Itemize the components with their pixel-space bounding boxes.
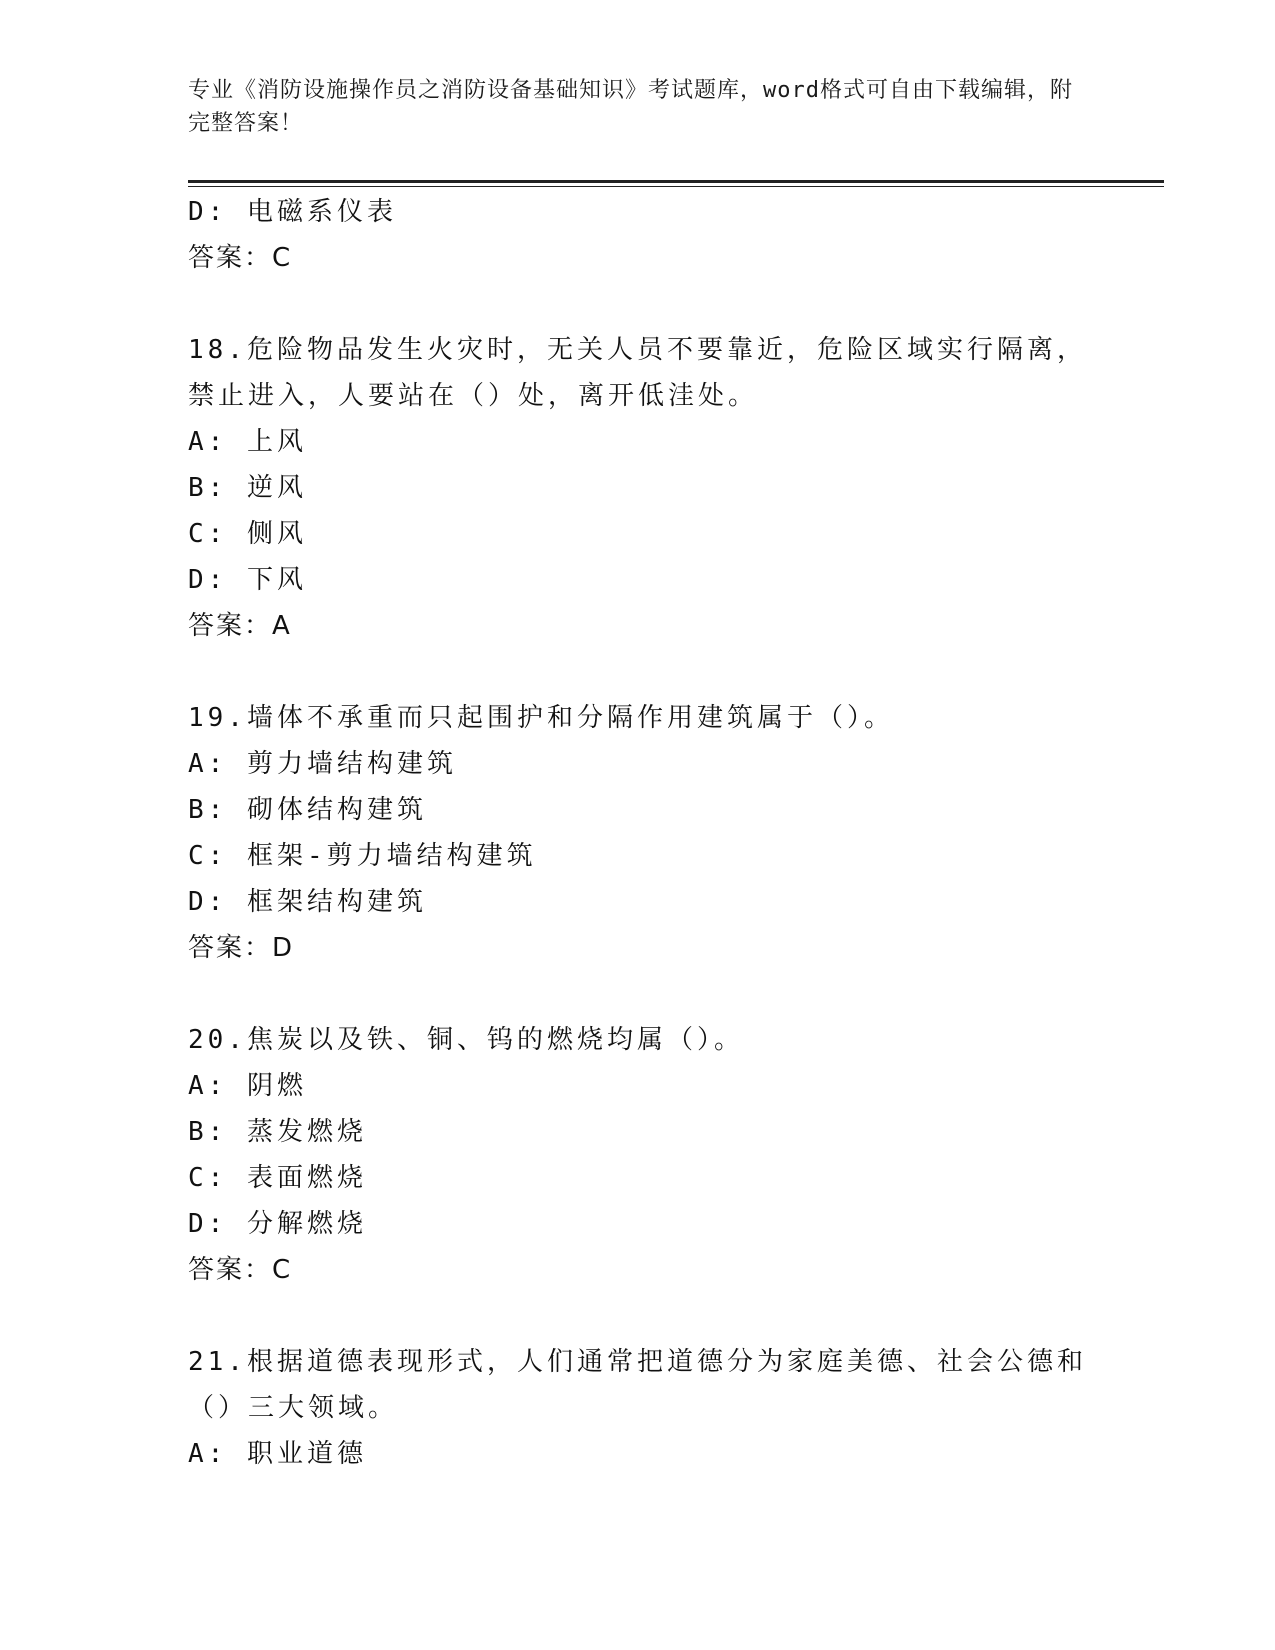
- option-a: A: 剪力墙结构建筑: [188, 749, 457, 779]
- option-c: C: 侧风: [188, 519, 307, 549]
- option-d: D: 框架结构建筑: [188, 887, 427, 917]
- question-text: 18.危险物品发生火灾时，无关人员不要靠近，危险区域实行隔离，禁止进入，人要站在（）处，离开低洼处。: [188, 335, 1087, 411]
- question-text: 21.根据道德表现形式，人们通常把道德分为家庭美德、社会公德和（）三大领域。: [188, 1347, 1087, 1423]
- option-d: D: 分解燃烧: [188, 1209, 367, 1239]
- option-c: C: 表面燃烧: [188, 1163, 367, 1193]
- option-d: D: 下风: [188, 565, 307, 595]
- answer-label: 答案：D: [188, 933, 295, 963]
- page-content: [188, 189, 1088, 1477]
- question-text: 20.焦炭以及铁、铜、钨的燃烧均属（）。: [188, 1025, 744, 1055]
- option-c: C: 框架-剪力墙结构建筑: [188, 841, 537, 871]
- header-title: 专业《消防设施操作员之消防设备基础知识》考试题库，word格式可自由下载编辑，附完整答案！: [188, 78, 1073, 136]
- option-b: B: 砌体结构建筑: [188, 795, 427, 825]
- question-18: [188, 327, 1088, 649]
- question-text: 19.墙体不承重而只起围护和分隔作用建筑属于（）。: [188, 703, 894, 733]
- option-a: A: 阴燃: [188, 1071, 307, 1101]
- answer-label: 答案：A: [188, 611, 292, 641]
- option-a: A: 上风: [188, 427, 307, 457]
- header-divider: [188, 180, 1164, 183]
- question-19: [188, 695, 1088, 971]
- header-divider-thin: [188, 186, 1164, 187]
- answer-label: 答案：C: [188, 243, 293, 273]
- document-header: [188, 74, 1088, 140]
- question-21: [188, 1339, 1088, 1477]
- option-b: B: 逆风: [188, 473, 307, 503]
- question-20: [188, 1017, 1088, 1293]
- option-d: D: 电磁系仪表: [188, 197, 397, 227]
- answer-label: 答案：C: [188, 1255, 293, 1285]
- option-b: B: 蒸发燃烧: [188, 1117, 367, 1147]
- option-a: A: 职业道德: [188, 1439, 367, 1469]
